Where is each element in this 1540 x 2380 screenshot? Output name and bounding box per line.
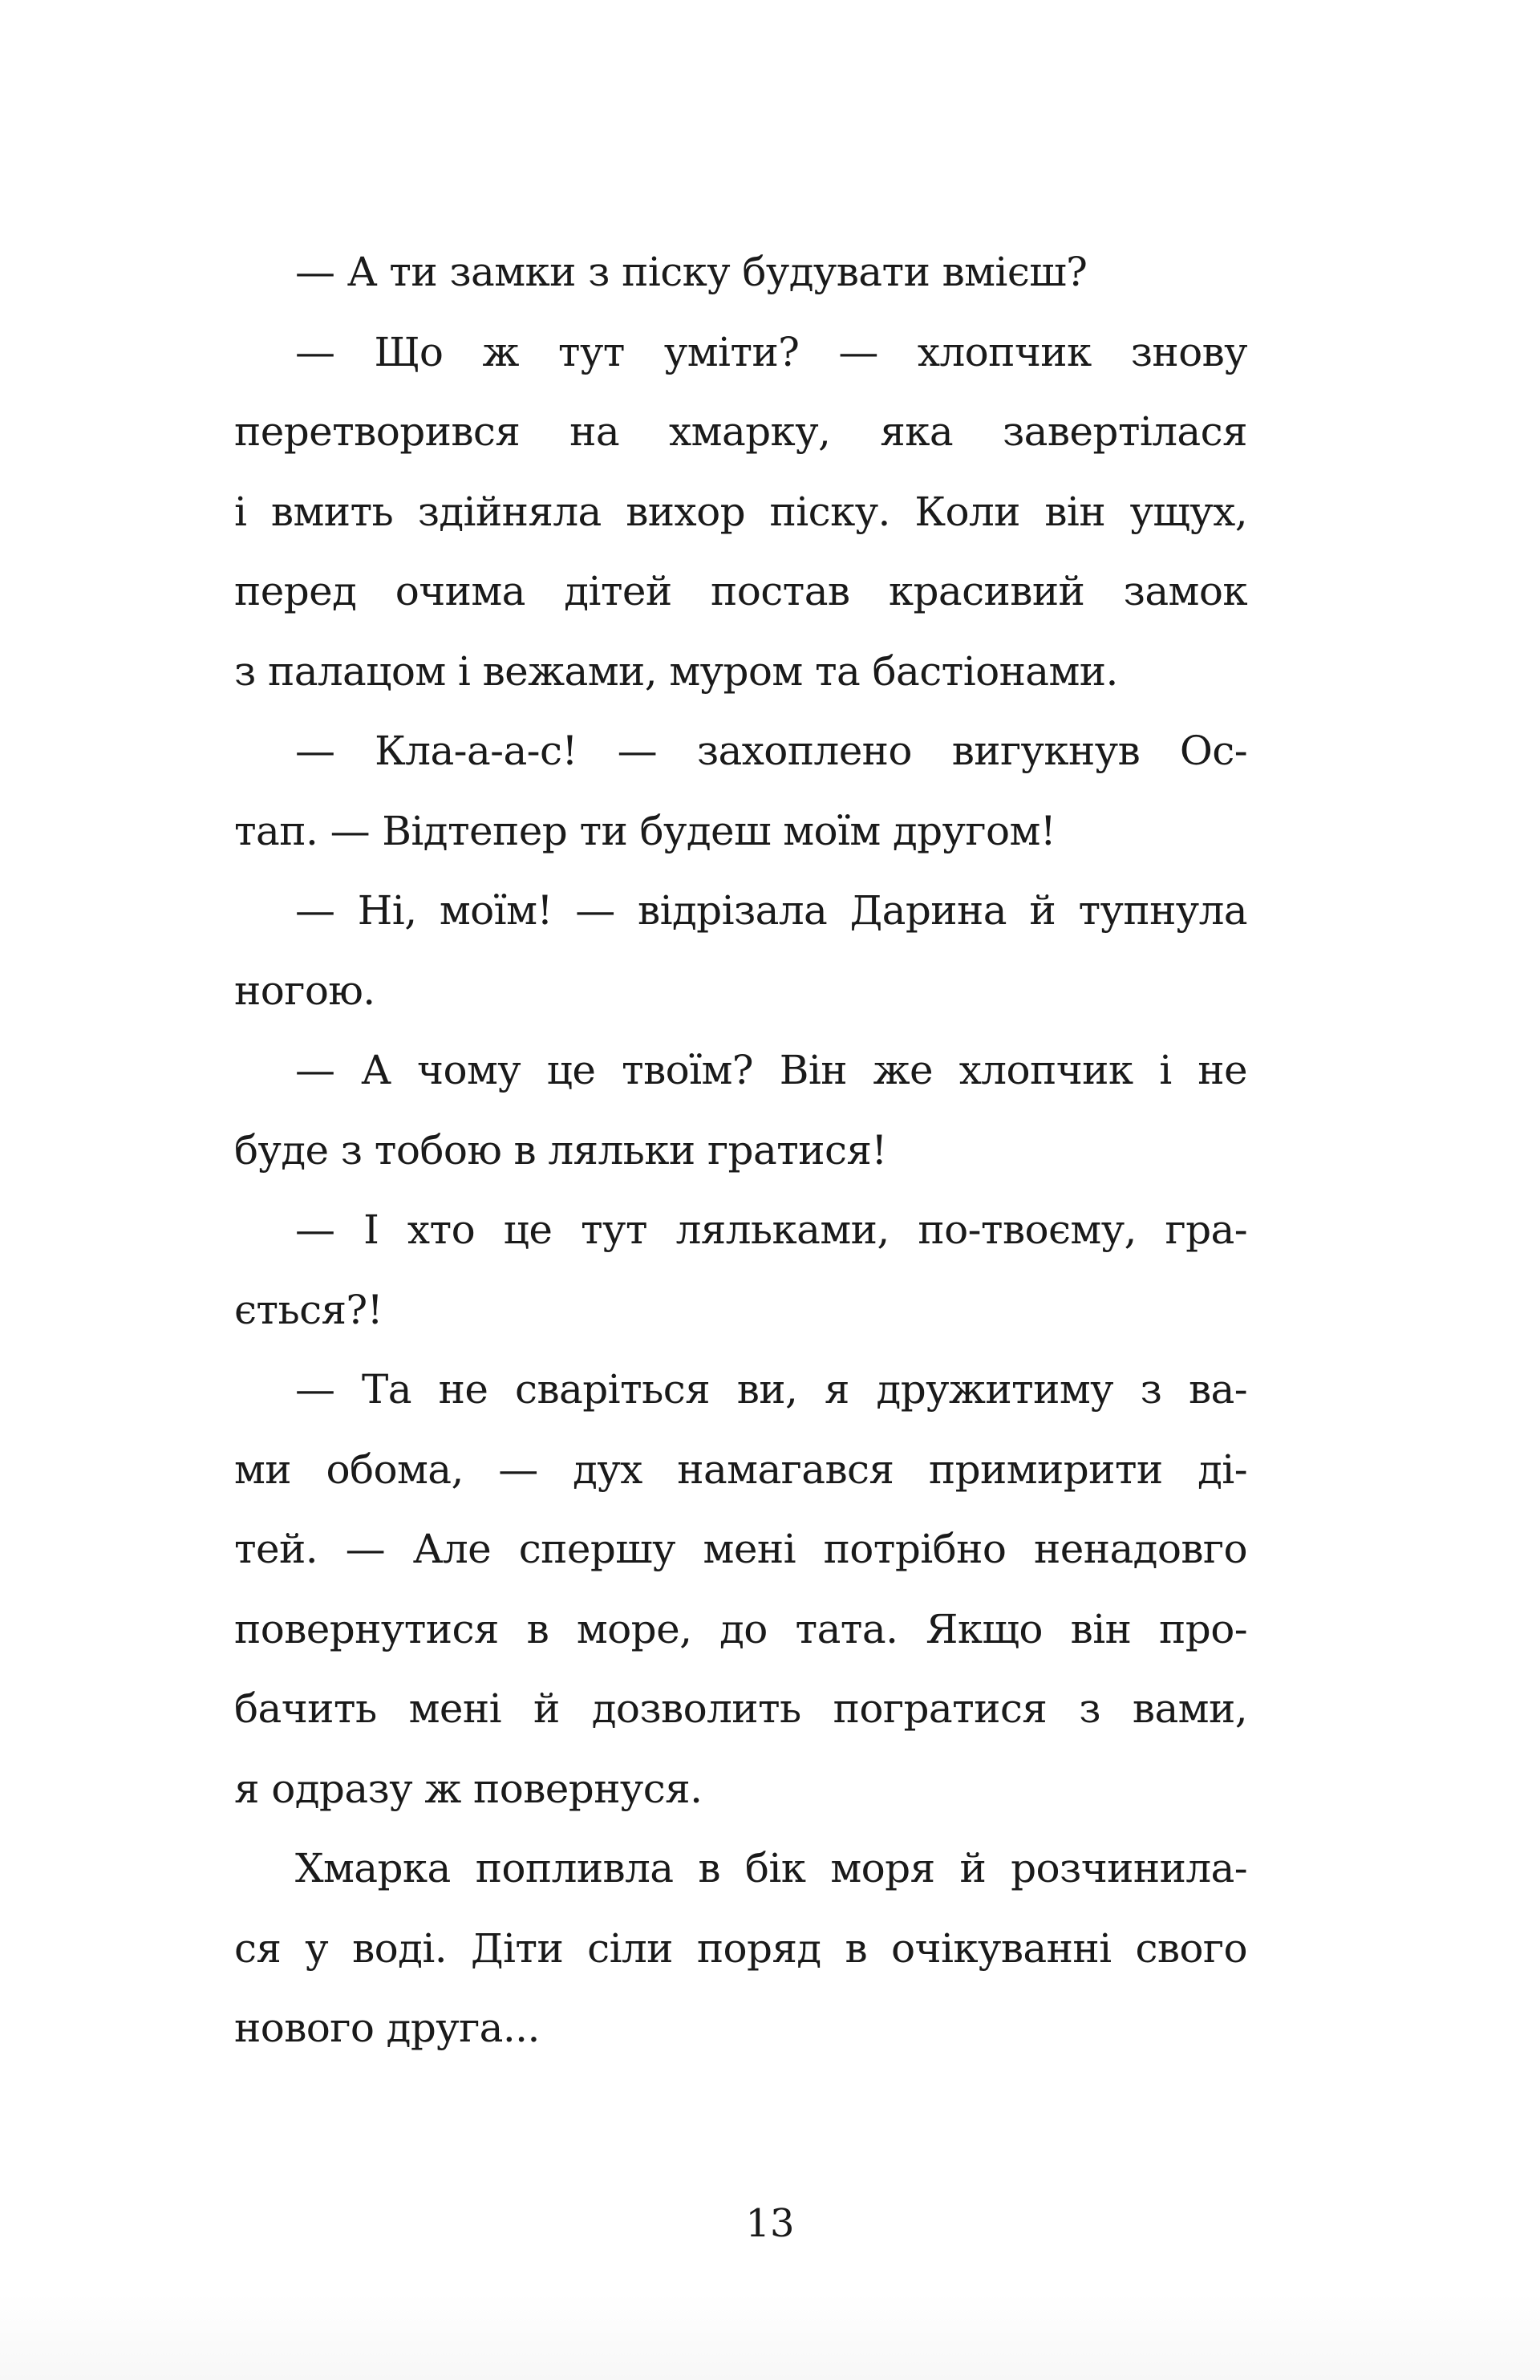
text-line: тап. — Відтепер ти будеш моїм другом! [234, 807, 1056, 854]
text-line: бачить мені й дозволить погратися з вами, [234, 1685, 1247, 1732]
text-line: — А чому це твоїм? Він же хлопчик і не [295, 1047, 1247, 1093]
text-line: — Та не сваріться ви, я дружитиму з ва- [295, 1366, 1247, 1413]
text-line: буде з тобою в ляльки гратися! [234, 1126, 887, 1174]
text-line: — Що ж тут уміти? — хлопчик знову [295, 328, 1247, 375]
text-line: — І хто це тут ляльками, по-твоєму, гра- [295, 1206, 1247, 1253]
text-line: нового друга... [234, 2005, 540, 2051]
text-line: ми обома, — дух намагався примирити ді- [234, 1445, 1247, 1493]
body-text [234, 233, 1247, 2069]
text-line: повернутися в море, до тата. Якщо він про- [234, 1605, 1247, 1652]
text-line: перетворився на хмарку, яка завертілася [234, 408, 1247, 455]
text-line: тей. — Але спершу мені потрібно ненадовго [234, 1526, 1247, 1572]
text-line: я одразу ж повернуся. [234, 1765, 703, 1812]
text-line: з палацом і вежами, муром та бастіонами. [234, 647, 1118, 695]
text-line: Хмарка попливла в бік моря й розчинила- [295, 1845, 1247, 1891]
text-line: — Ні, моїм! — відрізала Дарина й тупнула [295, 887, 1247, 934]
text-line: — Кла-а-а-с! — захоплено вигукнув Ос- [295, 728, 1247, 774]
text-line: ся у воді. Діти сіли поряд в очікуванні свого [234, 1924, 1247, 1972]
text-line: перед очима дітей постав красивий замок [234, 568, 1247, 614]
text-line: ється?! [234, 1286, 383, 1333]
text-line: і вмить здійняла вихор піску. Коли він ущух, [234, 488, 1247, 535]
text-line: ногою. [234, 967, 375, 1014]
page-number: 13 [745, 2201, 795, 2246]
text-line: — А ти замки з піску будувати вмієш? [295, 249, 1088, 295]
